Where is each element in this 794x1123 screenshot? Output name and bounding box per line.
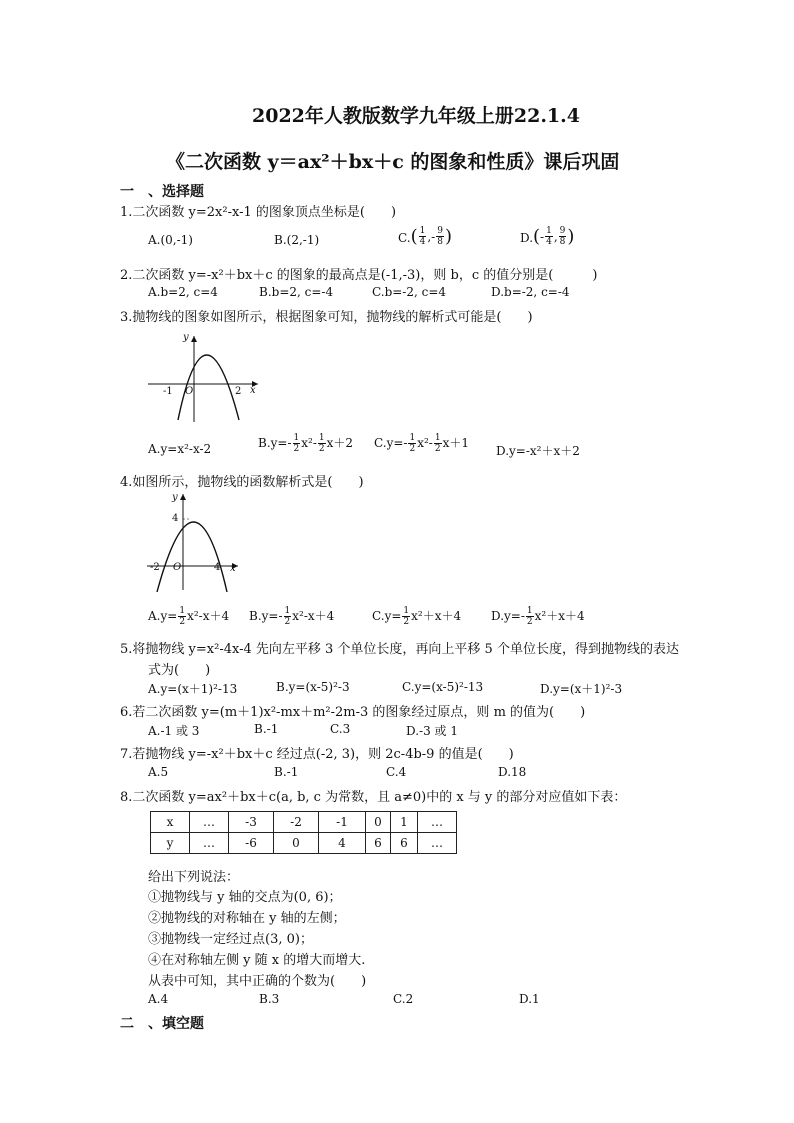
q4-a-post: x²-x＋4	[187, 609, 230, 623]
table-cell: -6	[229, 833, 274, 854]
table-cell: …	[418, 833, 457, 854]
q1-stem: 1.二次函数 y=2x²-x-1 的图象顶点坐标是( )	[120, 205, 397, 220]
q2-stem: 2.二次函数 y=-x²＋bx＋c 的图象的最高点是(-1,-3)，则 b，c 的值分别是( )	[120, 268, 598, 283]
q3-b-post: x＋2	[326, 436, 354, 450]
q4-b-d: 2	[284, 617, 291, 627]
q1-d-den1: 4	[546, 237, 552, 247]
q8-statement-1: ①抛物线与 y 轴的交点为(0, 6)；	[148, 890, 342, 905]
q5-option-a: A.y=(x＋1)²-13	[148, 682, 238, 696]
q4-option-c	[372, 606, 461, 627]
q5-stem-line-1: 5.将抛物线 y=x²-4x-4 先向左平移 3 个单位长度，再向上平移 5 个单位长度，得到抛物线的表达	[120, 642, 679, 657]
table-cell: 6	[366, 833, 391, 854]
q3-parabola-graph	[140, 330, 265, 425]
q1-c-num2: 9	[437, 226, 443, 236]
q4-parabola-graph	[143, 490, 243, 595]
q4-a-d: 2	[179, 617, 186, 627]
q4-d-pre: D.y=-	[491, 609, 525, 623]
q4-d-n: 1	[526, 606, 533, 616]
q1-c-mid: ,-	[427, 229, 436, 244]
section-heading-choice: 一 、选择题	[120, 184, 204, 200]
q3-c-n2: 1	[434, 433, 441, 443]
q1-c-den1: 4	[419, 237, 426, 247]
title-line-1: 2022年人教版数学九年级上册22.1.4	[252, 105, 580, 127]
q5-option-c: C.y=(x-5)²-13	[402, 680, 484, 694]
q6-stem: 6.若二次函数 y=(m＋1)x²-mx＋m²-2m-3 的图象经过原点，则 m 的值为( )	[120, 705, 586, 720]
q4-b-post: x²-x＋4	[292, 609, 335, 623]
q8-intro: 给出下列说法：	[148, 870, 240, 885]
q4-option-b	[249, 606, 334, 627]
q1-c-num1: 1	[419, 226, 426, 236]
q2-option-b: B.b=2, c=-4	[259, 285, 334, 299]
q8-option-d: D.1	[519, 992, 540, 1006]
table-cell: 6	[391, 833, 418, 854]
q4-graph-y-label: y	[172, 492, 178, 503]
q4-a-n: 1	[179, 606, 186, 616]
q6-option-d: D.-3 或 1	[406, 724, 458, 738]
q1-c-prefix: C.	[398, 231, 411, 245]
table-row-x	[151, 812, 457, 833]
q1-option-c: C.( $\frac{1}{4}$ ,- $\frac{9}{8}$ )	[398, 226, 452, 247]
q3-option-c	[374, 433, 469, 454]
q4-c-d: 2	[403, 617, 410, 627]
q8-statement-2: ②抛物线的对称轴在 y 轴的左侧；	[148, 911, 346, 926]
q1-c-den2: 8	[437, 237, 443, 247]
q4-stem: 4.如图所示，抛物线的函数解析式是( )	[120, 475, 364, 490]
q2-option-a: A.b=2, c=4	[148, 285, 218, 299]
q3-b-d2: 2	[318, 444, 325, 454]
q6-option-c: C.3	[330, 722, 351, 736]
table-cell: 4	[319, 833, 366, 854]
q3-graph-x-label: x	[250, 385, 256, 396]
q3-b-n2: 1	[318, 433, 325, 443]
q4-graph-four-x: 4	[214, 562, 221, 573]
q4-c-n: 1	[403, 606, 410, 616]
q4-d-post: x²＋x＋4	[534, 609, 585, 623]
q7-stem: 7.若抛物线 y=-x²＋bx＋c 经过点(-2, 3)，则 2c-4b-9 的值是( )	[120, 747, 514, 762]
q7-option-b: B.-1	[274, 765, 299, 779]
q3-graph-y-label: y	[183, 332, 189, 343]
q3-graph-two: 2	[235, 386, 242, 397]
q3-c-mid: x²-	[417, 436, 433, 450]
table-cell: y	[151, 833, 190, 854]
q4-c-pre: C.y=	[372, 609, 402, 623]
table-cell: 0	[274, 833, 319, 854]
q3-graph-origin: O	[185, 386, 194, 397]
q4-c-post: x²＋x＋4	[411, 609, 462, 623]
q3-graph-neg1: -1	[163, 386, 173, 397]
q1-d-num1: 1	[546, 226, 552, 236]
q5-option-d: D.y=(x＋1)²-3	[540, 682, 623, 696]
table-row-y	[151, 833, 457, 854]
q4-d-d: 2	[526, 617, 533, 627]
q5-option-b: B.y=(x-5)²-3	[276, 680, 350, 694]
q8-ask: 从表中可知，其中正确的个数为( )	[148, 974, 367, 989]
q3-b-pre: B.y=-	[258, 436, 292, 450]
q8-stem: 8.二次函数 y=ax²＋bx＋c(a, b, c 为常数，且 a≠0)中的 x 与 y 的部分对应值如下表：	[120, 790, 627, 805]
q3-b-d1: 2	[293, 444, 300, 454]
q3-c-n1: 1	[409, 433, 416, 443]
q4-a-pre: A.y=	[148, 609, 178, 623]
table-cell: -3	[229, 812, 274, 833]
q1-d-prefix: D.	[520, 231, 534, 245]
q1-d-den2: 8	[559, 237, 566, 247]
table-cell: …	[190, 833, 229, 854]
table-cell: x	[151, 812, 190, 833]
q1-option-d: D.( - $\frac{1}{4}$ , $\frac{9}{8}$ )	[520, 226, 575, 247]
q3-c-d1: 2	[409, 444, 416, 454]
q1-d-num2: 9	[559, 226, 566, 236]
table-cell: 1	[391, 812, 418, 833]
q4-option-a	[148, 606, 229, 627]
q3-c-pre: C.y=-	[374, 436, 408, 450]
q6-option-b: B.-1	[254, 722, 279, 736]
table-cell: -2	[274, 812, 319, 833]
q3-option-b	[258, 433, 353, 454]
q4-b-n: 1	[284, 606, 291, 616]
q3-c-post: x＋1	[442, 436, 469, 450]
q3-b-mid: x²-	[301, 436, 317, 450]
table-cell: 0	[366, 812, 391, 833]
q3-option-a: A.y=x²-x-2	[148, 442, 212, 456]
q4-graph-neg2: -2	[150, 562, 160, 573]
q8-statement-3: ③抛物线一定经过点(3, 0)；	[148, 932, 313, 947]
q2-option-d: D.b=-2, c=-4	[491, 285, 570, 299]
q6-option-a: A.-1 或 3	[148, 724, 200, 738]
table-cell: …	[190, 812, 229, 833]
q5-stem-line-2: 式为( )	[148, 663, 211, 678]
q1-option-a: A.(0,-1)	[148, 233, 193, 247]
q2-option-c: C.b=-2, c=4	[372, 285, 447, 299]
table-cell: -1	[319, 812, 366, 833]
q7-option-c: C.4	[386, 765, 407, 779]
q7-option-a: A.5	[148, 765, 169, 779]
q1-option-b: B.(2,-1)	[274, 233, 320, 247]
q3-b-n1: 1	[293, 433, 300, 443]
q8-statement-4: ④在对称轴左侧 y 随 x 的增大而增大.	[148, 953, 366, 968]
q1-d-lead: -	[540, 229, 545, 244]
q4-graph-four-y: 4	[172, 513, 179, 524]
q3-c-d2: 2	[434, 444, 441, 454]
q8-option-c: C.2	[393, 992, 414, 1006]
q4-b-pre: B.y=-	[249, 609, 283, 623]
q3-option-d: D.y=-x²＋x＋2	[496, 444, 580, 458]
q4-graph-x-label: x	[230, 563, 236, 574]
q4-option-d	[491, 606, 585, 627]
title-line-2: 《二次函数 y＝ax²＋bx＋c 的图象和性质》课后巩固	[166, 151, 620, 173]
q7-option-d: D.18	[498, 765, 527, 779]
section-heading-fill: 二 、填空题	[120, 1016, 204, 1032]
q4-graph-origin: O	[173, 562, 182, 573]
q8-option-b: B.3	[259, 992, 280, 1006]
q3-stem: 3.抛物线的图象如图所示，根据图象可知，抛物线的解析式可能是( )	[120, 310, 533, 325]
q8-option-a: A.4	[148, 992, 169, 1006]
table-cell: …	[418, 812, 457, 833]
q8-value-table	[150, 811, 457, 854]
